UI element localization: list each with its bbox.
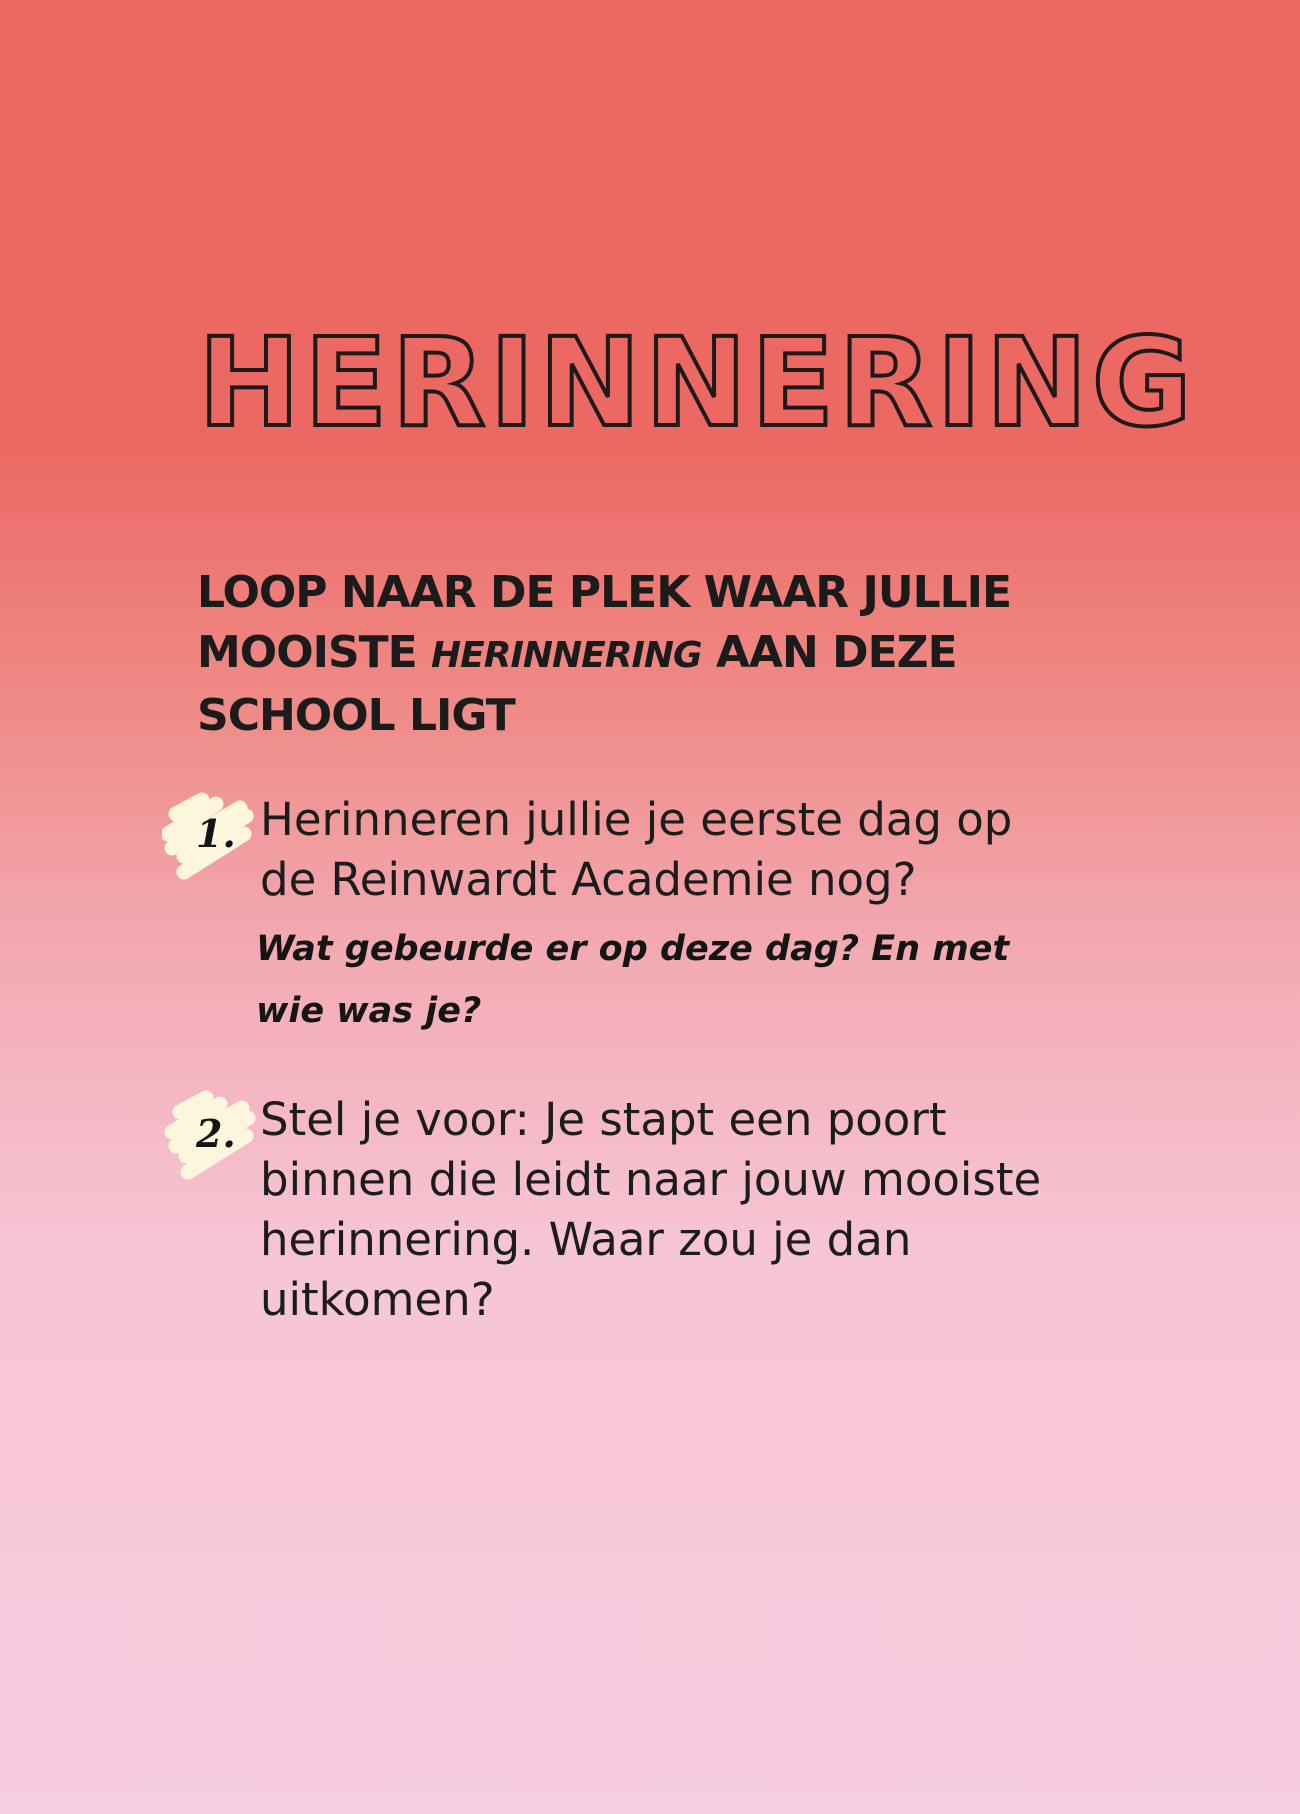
question-text: Stel je voor: Je stapt een poort binnen die leidt naar jouw mooiste herinnering. Waar zou je dan uitkomen? — [260, 1093, 1042, 1326]
question-number-marker — [162, 790, 262, 890]
question-number: 2. — [196, 1111, 236, 1156]
instruction-highlight: HERINNERING — [431, 635, 702, 676]
card-title: HERINNERING — [198, 312, 1196, 454]
question-text: Herinneren jullie je eerste dag op de Reinwardt Academie nog? — [260, 793, 1013, 906]
instruction-text-end: AAN DEZE SCHOOL LIGT — [197, 627, 957, 741]
card-instruction — [197, 563, 1097, 746]
question-number-marker — [162, 1090, 262, 1190]
question-number: 1. — [196, 811, 236, 856]
question-followup: Wat gebeurde er op deze dag? En met wie was je? — [256, 929, 1010, 1031]
instruction-text-start: LOOP NAAR DE PLEK WAAR JULLIE MOOISTE — [197, 567, 1012, 678]
